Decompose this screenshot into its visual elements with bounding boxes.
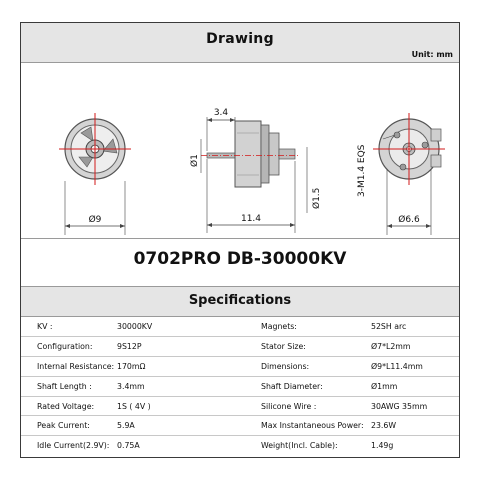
dim-shaft-diameter: Ø1 — [190, 154, 200, 167]
spec-key: Shaft Length : — [37, 381, 92, 391]
dim-mount-diameter: Ø6.6 — [398, 215, 420, 225]
spec-key: Weight(Incl. Cable): — [261, 441, 338, 451]
spec-key: Idle Current(2.9V): — [37, 441, 110, 451]
spec-value: 3.4mm — [117, 381, 145, 391]
spec-row — [21, 357, 459, 377]
technical-drawing — [21, 63, 459, 239]
spec-row — [21, 436, 459, 456]
spec-key: Max Instantaneous Power: — [261, 421, 364, 431]
motor-front-view — [59, 113, 131, 235]
spec-key: Rated Voltage: — [37, 401, 95, 411]
spec-row — [21, 337, 459, 357]
dim-body-length: 11.4 — [240, 214, 262, 224]
spec-key: Dimensions: — [261, 361, 310, 371]
motor-side-view — [189, 108, 322, 233]
spec-key: Configuration: — [37, 341, 93, 351]
spec-row — [21, 397, 459, 417]
dim-mount-holes: 3-M1.4 EQS — [357, 144, 367, 197]
model-title: 0702PRO DB-30000KV — [133, 249, 347, 269]
unit-label: Unit: mm — [411, 50, 453, 59]
drawing-header — [21, 23, 459, 63]
spec-key: Magnets: — [261, 322, 297, 331]
spec-key: Shaft Diameter: — [261, 381, 323, 391]
dim-side-offset: 3.4 — [213, 108, 229, 118]
spec-key: KV : — [37, 322, 53, 331]
spec-value: Ø9*L11.4mm — [371, 361, 423, 371]
dim-front-diameter: Ø9 — [88, 215, 102, 225]
motor-rear-view — [357, 113, 445, 235]
spec-value: 170mΩ — [117, 361, 146, 371]
spec-value: 1S ( 4V ) — [117, 401, 151, 411]
spec-value: 30000KV — [117, 322, 153, 331]
spec-value: 30AWG 35mm — [371, 401, 428, 411]
spec-value: 52SH arc — [371, 322, 407, 331]
spec-value: 9S12P — [117, 341, 142, 351]
dim-shaft-diameter-right: Ø1.5 — [312, 187, 322, 209]
spec-key: Peak Current: — [37, 421, 90, 431]
specifications-table — [21, 317, 459, 456]
model-row — [21, 239, 459, 287]
spec-key: Silicone Wire : — [261, 401, 317, 411]
spec-value: Ø1mm — [371, 381, 398, 391]
specifications-title: Specifications — [188, 293, 292, 308]
spec-row — [21, 416, 459, 436]
spec-key: Stator Size: — [261, 341, 306, 351]
specifications-header — [21, 287, 459, 317]
spec-value: 1.49g — [371, 441, 394, 451]
spec-value: 5.9A — [117, 421, 135, 431]
spec-sheet — [20, 22, 460, 458]
motor-drawing-svg — [21, 63, 461, 239]
spec-row — [21, 377, 459, 397]
spec-value: 0.75A — [117, 441, 140, 451]
spec-key: Internal Resistance: — [37, 361, 115, 371]
drawing-title: Drawing — [206, 31, 274, 47]
spec-value: 23.6W — [371, 421, 397, 431]
spec-value: Ø7*L2mm — [371, 341, 411, 351]
spec-row — [21, 317, 459, 337]
